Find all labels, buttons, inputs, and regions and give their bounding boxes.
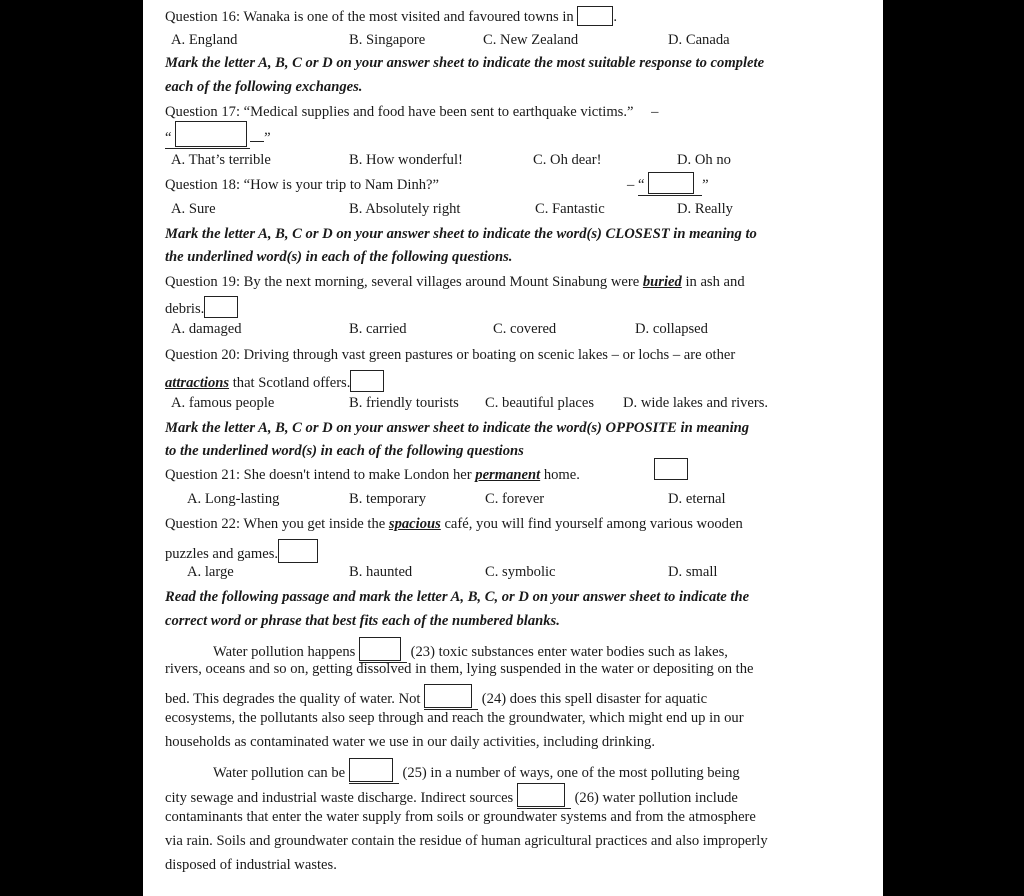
q21-option-a: A. Long-lasting [187,491,280,507]
passage-line-7: city sewage and industrial waste discharge. Indirect sources (26) water pollution include [165,783,738,809]
q20-line-2: attractions that Scotland offers. [165,370,384,392]
q19-option-a: A. damaged [171,321,242,337]
q16-option-b: B. Singapore [349,32,426,48]
answer-box-20[interactable] [350,370,384,392]
instruction-opposite-1: Mark the letter A, B, C or D on your answer sheet to indicate the word(s) OPPOSITE in meaning [165,420,750,436]
passage-line-5: households as contaminated water we use in our daily activities, including drinking. [165,734,655,750]
passage-line-3: bed. This degrades the quality of water. Not (24) does this spell disaster for aquatic [165,684,707,710]
instruction-passage-1: Read the following passage and mark the letter A, B, C, or D on your answer sheet to indicate the [165,589,750,605]
q16-option-a: A. England [171,32,238,48]
question-20: Question 20: Driving through vast green pastures or boating on scenic lakes – or lochs – are other [165,347,736,363]
underlined-word-attractions: attractions [165,375,230,391]
q17-option-c: C. Oh dear! [533,152,602,168]
passage-line-2: rivers, oceans and so on, getting dissolved in them, lying suspended in the water or depositing on the [165,661,754,677]
passage-line-9: via rain. Soils and groundwater contain the residue of human agricultural practices and also improperly [165,833,768,849]
answer-box-16[interactable] [577,6,613,26]
q18-option-b: B. Absolutely right [349,201,461,217]
q17-option-d: D. Oh no [677,152,731,168]
q20-option-a: A. famous people [171,395,275,411]
q17-response-line: “ ” [165,121,271,149]
q18-response-line: – “ ” [627,172,709,196]
answer-box-22[interactable] [278,539,318,563]
answer-box-19[interactable] [204,296,238,318]
passage-line-8: contaminants that enter the water supply from soils or groundwater systems and from the atmosphere [165,809,756,825]
q22-option-b: B. haunted [349,564,413,580]
answer-box-21[interactable] [654,458,688,480]
q22-option-a: A. large [187,564,234,580]
q18-option-d: D. Really [677,201,733,217]
q21-option-d: D. eternal [668,491,726,507]
q20-option-c: C. beautiful places [485,395,595,411]
question-17: Question 17: “Medical supplies and food have been sent to earthquake victims.” – [165,104,659,120]
worksheet-page [143,0,883,896]
answer-box-17[interactable] [175,121,247,147]
underlined-word-buried: buried [642,274,682,290]
q21-option-b: B. temporary [349,491,427,507]
instruction-exchanges-2: each of the following exchanges. [165,79,363,95]
question-21: Question 21: She doesn't intend to make London her permanent home. [165,467,580,483]
underlined-word-spacious: spacious [388,516,441,532]
question-19: Question 19: By the next morning, several villages around Mount Sinabung were buried in ash and [165,274,745,290]
instruction-closest-2: the underlined word(s) in each of the following questions. [165,249,513,265]
answer-box-24[interactable] [424,684,472,708]
question-18: Question 18: “How is your trip to Nam Dinh?” [165,177,439,193]
q21-option-c: C. forever [485,491,545,507]
q22-option-d: D. small [668,564,718,580]
q22-line-2: puzzles and games. [165,539,318,563]
passage-line-1: Water pollution happens (23) toxic substances enter water bodies such as lakes, [213,637,728,663]
q18-option-a: A. Sure [171,201,216,217]
q16-option-c: C. New Zealand [483,32,579,48]
q18-option-c: C. Fantastic [535,201,605,217]
passage-line-4: ecosystems, the pollutants also seep through and reach the groundwater, which might end up in our [165,710,744,726]
q19-option-d: D. collapsed [635,321,708,337]
passage-line-10: disposed of industrial wastes. [165,857,337,873]
q20-option-d: D. wide lakes and rivers. [623,395,769,411]
question-22: Question 22: When you get inside the spacious café, you will find yourself among various wooden [165,516,743,532]
answer-box-23[interactable] [359,637,401,661]
q22-option-c: C. symbolic [485,564,556,580]
q17-option-a: A. That’s terrible [171,152,271,168]
underlined-word-permanent: permanent [475,467,541,483]
instruction-opposite-2: to the underlined word(s) in each of the following questions [165,443,524,459]
q20-option-b: B. friendly tourists [349,395,459,411]
instruction-exchanges-1: Mark the letter A, B, C or D on your answer sheet to indicate the most suitable response to complete [165,55,765,71]
question-16: Question 16: Wanaka is one of the most visited and favoured towns in . [165,6,617,26]
answer-box-18[interactable] [648,172,694,194]
instruction-passage-2: correct word or phrase that best fits each of the numbered blanks. [165,613,560,629]
instruction-closest-1: Mark the letter A, B, C or D on your answer sheet to indicate the word(s) CLOSEST in meaning to [165,226,757,242]
passage-line-6: Water pollution can be (25) in a number of ways, one of the most polluting being [213,758,740,784]
answer-box-26[interactable] [517,783,565,807]
q19-option-c: C. covered [493,321,557,337]
q19-line-2: debris. [165,296,238,318]
answer-box-25[interactable] [349,758,393,782]
q16-option-d: D. Canada [668,32,730,48]
q19-option-b: B. carried [349,321,407,337]
q17-option-b: B. How wonderful! [349,152,463,168]
